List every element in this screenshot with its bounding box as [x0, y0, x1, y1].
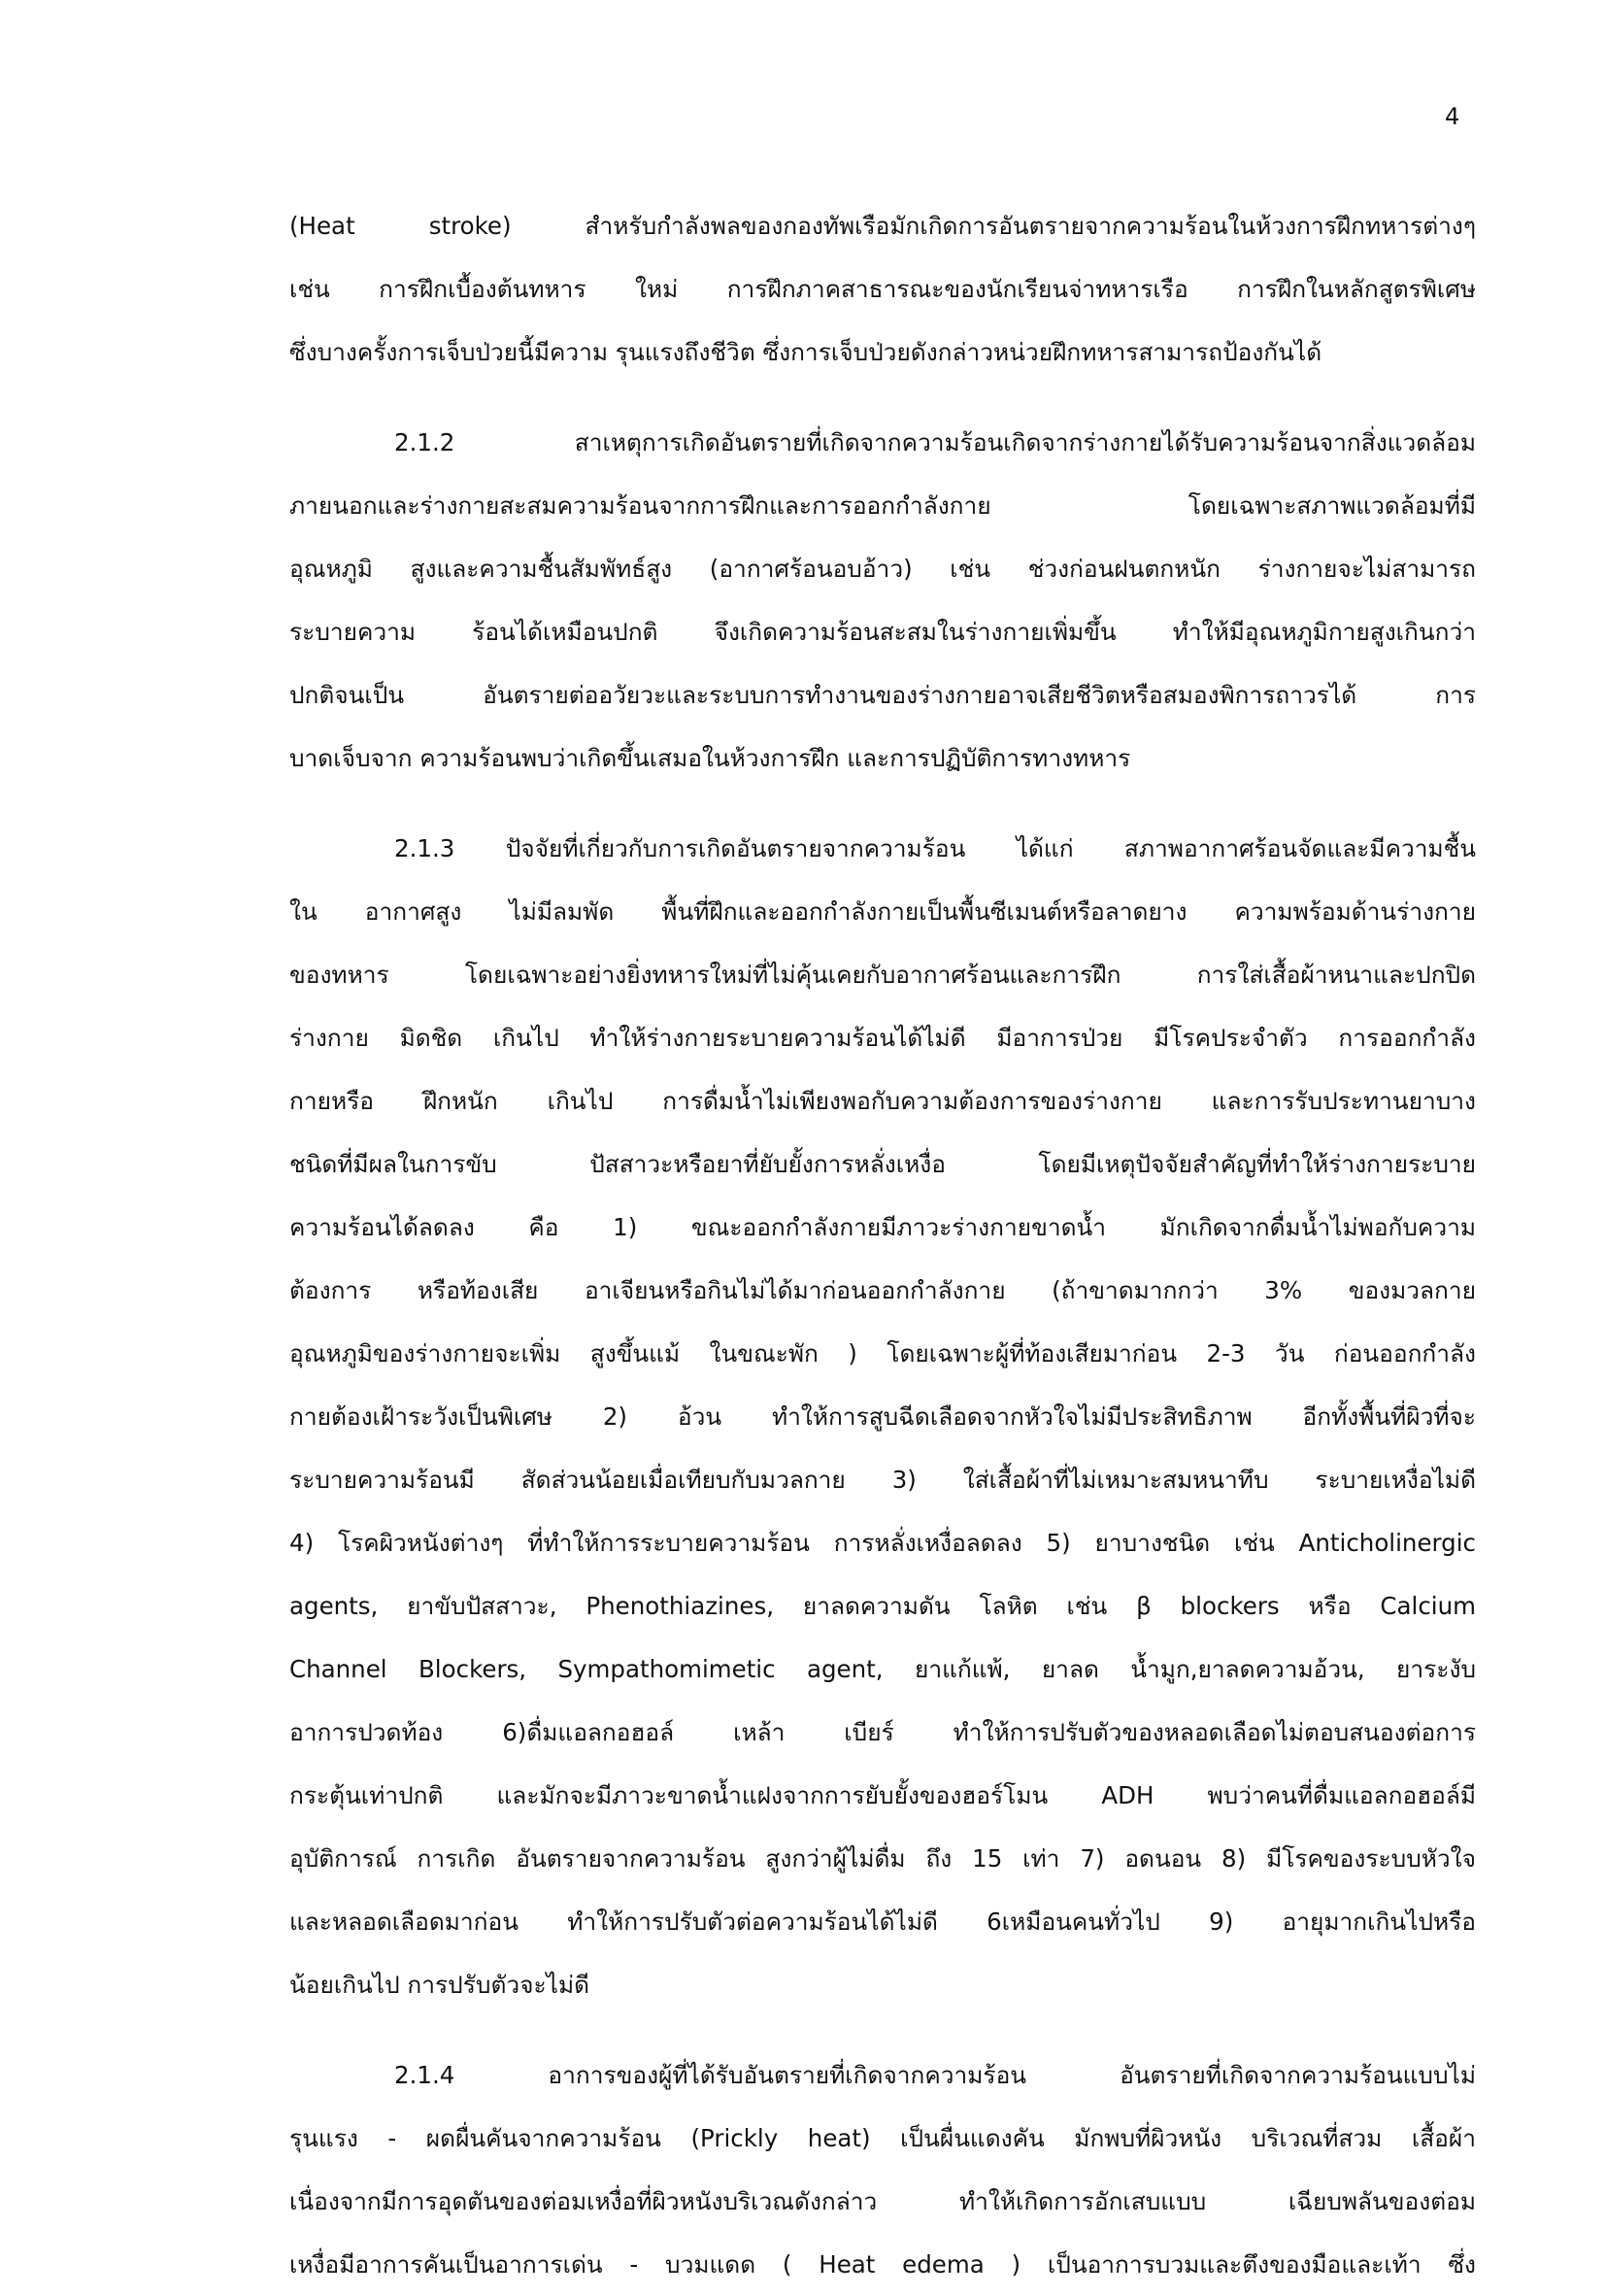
text-line: ระบายความร้อนมี สัดส่วนน้อยเมื่อเทียบกับมวลกาย 3) ใส่เสื้อผ้าที่ไม่เหมาะสมหนาทึบ ระบายเหงื่อไม่ดี [289, 1466, 1476, 1494]
text-line: อุบัติการณ์ การเกิด อันตรายจากความร้อน สูงกว่าผู้ไม่ดื่ม ถึง 15 เท่า 7) อดนอน 8) มีโรคของระบบหัวใจ [289, 1844, 1476, 1873]
paragraph-heat-stroke-intro [289, 194, 1476, 384]
text-line: อุณหภูมิ สูงและความชื้นสัมพัทธ์สูง (อากาศร้อนอบอ้าว) เช่น ช่วงก่อนฝนตกหนัก ร่างกายจะไม่สามารถ [289, 555, 1476, 583]
text-line: อุณหภูมิของร่างกายจะเพิ่ม สูงขึ้นแม้ ในขณะพัก ) โดยเฉพาะผู้ที่ท้องเสียมาก่อน 2-3 วัน ก่อนออกกำลัง [289, 1339, 1476, 1367]
paragraph-section-2-1-2 [289, 411, 1476, 790]
text-line: เหงื่อมีอาการคันเป็นอาการเด่น - บวมแดด ( Heat edema ) เป็นอาการบวมและตึงของมือและเท้า ซึ่ง [289, 2250, 1476, 2279]
text-line: เนื่องจากมีการอุดตันของต่อมเหงื่อที่ผิวหนังบริเวณดังกล่าว ทำให้เกิดการอักเสบแบบ เฉียบพลันของต่อม [289, 2187, 1476, 2215]
paragraph-section-2-1-4 [289, 2043, 1476, 2296]
text-line: ระบายความ ร้อนได้เหมือนปกติ จึงเกิดความร้อนสะสมในร่างกายเพิ่มขึ้น ทำให้มีอุณหภูมิกายสูงเกินกว่า [289, 618, 1476, 646]
page-number: 4 [1445, 103, 1460, 130]
text-line: 2.1.3 ปัจจัยที่เกี่ยวกับการเกิดอันตรายจากความร้อน ได้แก่ สภาพอากาศร้อนจัดและมีความชื้น [394, 834, 1476, 862]
text-line: (Heat stroke) สำหรับกำลังพลของกองทัพเรือมักเกิดการอันตรายจากความร้อนในห้วงการฝึกทหารต่างๆ [289, 212, 1476, 240]
text-line: agents, ยาขับปัสสาวะ, Phenothiazines, ยาลดความดัน โลหิต เช่น β blockers หรือ Calcium [289, 1592, 1476, 1620]
paragraph-section-2-1-3 [289, 817, 1476, 2016]
text-line: ภายนอกและร่างกายสะสมความร้อนจากการฝึกและการออกกำลังกาย โดยเฉพาะสภาพแวดล้อมที่มี [289, 491, 1476, 520]
text-line: รุนแรง - ผดผื่นคันจากความร้อน (Prickly heat) เป็นผื่นแดงคัน มักพบที่ผิวหนัง บริเวณที่สวม เสื้อผ้า [289, 2124, 1476, 2152]
text-line: ใน อากาศสูง ไม่มีลมพัด พื้นที่ฝึกและออกกำลังกายเป็นพื้นซีเมนต์หรือลาดยาง ความพร้อมด้านร่างกาย [289, 897, 1476, 926]
text-line: 2.1.2 สาเหตุการเกิดอันตรายที่เกิดจากความร้อนเกิดจากร่างกายได้รับความร้อนจากสิ่งแวดล้อม [394, 428, 1476, 456]
text-line: ชนิดที่มีผลในการขับ ปัสสาวะหรือยาที่ยับยั้งการหลั่งเหงื่อ โดยมีเหตุปัจจัยสำคัญที่ทำให้ร่างกายระบาย [289, 1150, 1476, 1178]
text-line: 2.1.4 อาการของผู้ที่ได้รับอันตรายที่เกิดจากความร้อน อันตรายที่เกิดจากความร้อนแบบไม่ [394, 2061, 1476, 2089]
text-line: อาการปวดท้อง 6)ดื่มแอลกอฮอล์ เหล้า เบียร์ ทำให้การปรับตัวของหลอดเลือดไม่ตอบสนองต่อการ [289, 1718, 1476, 1746]
text-line: ปกติจนเป็น อันตรายต่ออวัยวะและระบบการทำงานของร่างกายอาจเสียชีวิตหรือสมองพิการถาวรได้ การ [289, 681, 1476, 709]
text-line: กระตุ้นเท่าปกติ และมักจะมีภาวะขาดน้ำแฝงจากการยับยั้งของฮอร์โมน ADH พบว่าคนที่ดื่มแอลกอฮอล์มี [289, 1781, 1476, 1809]
text-line: เช่น การฝึกเบื้องต้นทหาร ใหม่ การฝึกภาคสาธารณะของนักเรียนจ่าทหารเรือ การฝึกในหลักสูตรพิเศษ [289, 275, 1476, 303]
text-line: ซึ่งบางครั้งการเจ็บป่วยนี้มีความ รุนแรงถึงชีวิต ซึ่งการเจ็บป่วยดังกล่าวหน่วยฝึกทหารสามารถป้องกันได้ [289, 338, 1322, 366]
text-line: กายต้องเฝ้าระวังเป็นพิเศษ 2) อ้วน ทำให้การสูบฉีดเลือดจากหัวใจไม่มีประสิทธิภาพ อีกทั้งพื้นที่ผิวที่จะ [289, 1402, 1476, 1431]
text-line: 4) โรคผิวหนังต่างๆ ที่ทำให้การระบายความร้อน การหลั่งเหงื่อลดลง 5) ยาบางชนิด เช่น Anticholinergic [289, 1529, 1476, 1557]
text-line: บาดเจ็บจาก ความร้อนพบว่าเกิดขึ้นเสมอในห้วงการฝึก และการปฏิบัติการทางทหาร [289, 744, 1131, 772]
text-line: ต้องการ หรือท้องเสีย อาเจียนหรือกินไม่ได้มาก่อนออกกำลังกาย (ถ้าขาดมากกว่า 3% ของมวลกาย [289, 1276, 1476, 1304]
text-line: Channel Blockers, Sympathomimetic agent, ยาแก้แพ้, ยาลด น้ำมูก,ยาลดความอ้วน, ยาระงับ [289, 1655, 1476, 1683]
text-line: ความร้อนได้ลดลง คือ 1) ขณะออกกำลังกายมีภาวะร่างกายขาดน้ำ มักเกิดจากดื่มน้ำไม่พอกับความ [289, 1213, 1476, 1241]
document-body [289, 194, 1476, 2296]
text-line: กายหรือ ฝึกหนัก เกินไป การดื่มน้ำไม่เพียงพอกับความต้องการของร่างกาย และการรับประทานยาบาง [289, 1087, 1476, 1115]
text-line: น้อยเกินไป การปรับตัวจะไม่ดี [289, 1971, 590, 1999]
text-line: ของทหาร โดยเฉพาะอย่างยิ่งทหารใหม่ที่ไม่คุ้นเคยกับอากาศร้อนและการฝึก การใส่เสื้อผ้าหนาและปกปิด [289, 961, 1476, 989]
text-line: ร่างกาย มิดชิด เกินไป ทำให้ร่างกายระบายความร้อนได้ไม่ดี มีอาการป่วย มีโรคประจำตัว การออกกำลัง [289, 1024, 1476, 1052]
text-line: และหลอดเลือดมาก่อน ทำให้การปรับตัวต่อความร้อนได้ไม่ดี 6เหมือนคนทั่วไป 9) อายุมากเกินไปหรือ [289, 1908, 1476, 1936]
